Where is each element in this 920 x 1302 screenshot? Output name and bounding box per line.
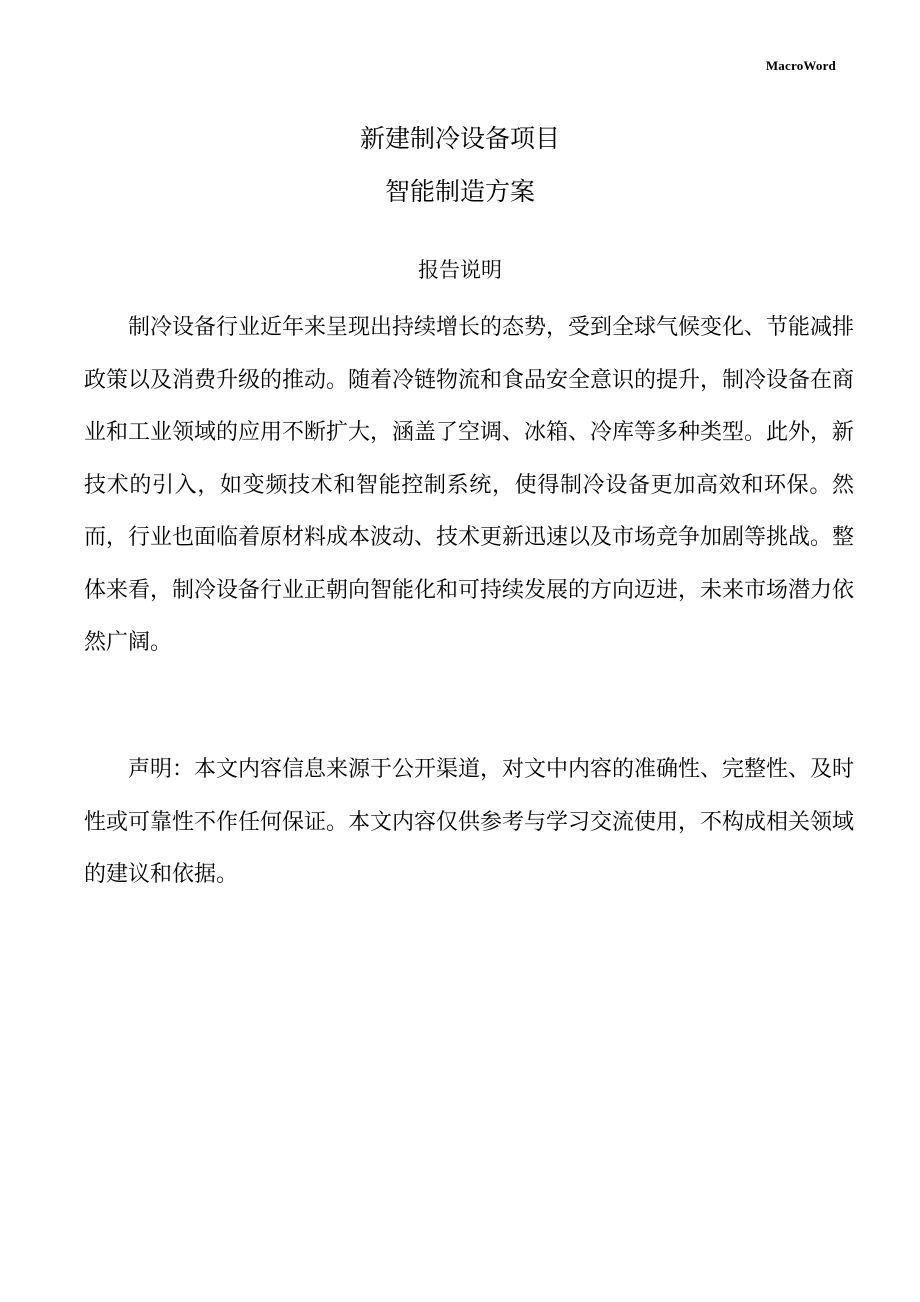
header-brand: MacroWord [765, 58, 836, 73]
disclaimer-paragraph: 声明：本文内容信息来源于公开渠道，对文中内容的准确性、完整性、及时性或可靠性不作任何保证。本文内容仅供参考与学习交流使用，不构成相关领域的建议和依据。 [84, 757, 855, 887]
title-line-1: 新建制冷设备项目 [359, 124, 560, 153]
document-title [0, 118, 920, 213]
title-line-2: 智能制造方案 [384, 177, 535, 206]
section-heading: 报告说明 [418, 258, 502, 282]
intro-paragraph: 制冷设备行业近年来呈现出持续增长的态势，受到全球气候变化、节能减排政策以及消费升级的推动。随着冷链物流和食品安全意识的提升，制冷设备在商业和工业领域的应用不断扩大，涵盖了空调、冰箱、冷库等多种类型。此外，新技术的引入，如变频技术和智能控制系统，使得制冷设备更加高效和环保。然而，行业也面临着原材料成本波动、技术更新迅速以及市场竞争加剧等挑战。整体来看，制冷设备行业正朝向智能化和可持续发展的方向迈进，未来市场潜力依然广阔。 [84, 315, 855, 655]
